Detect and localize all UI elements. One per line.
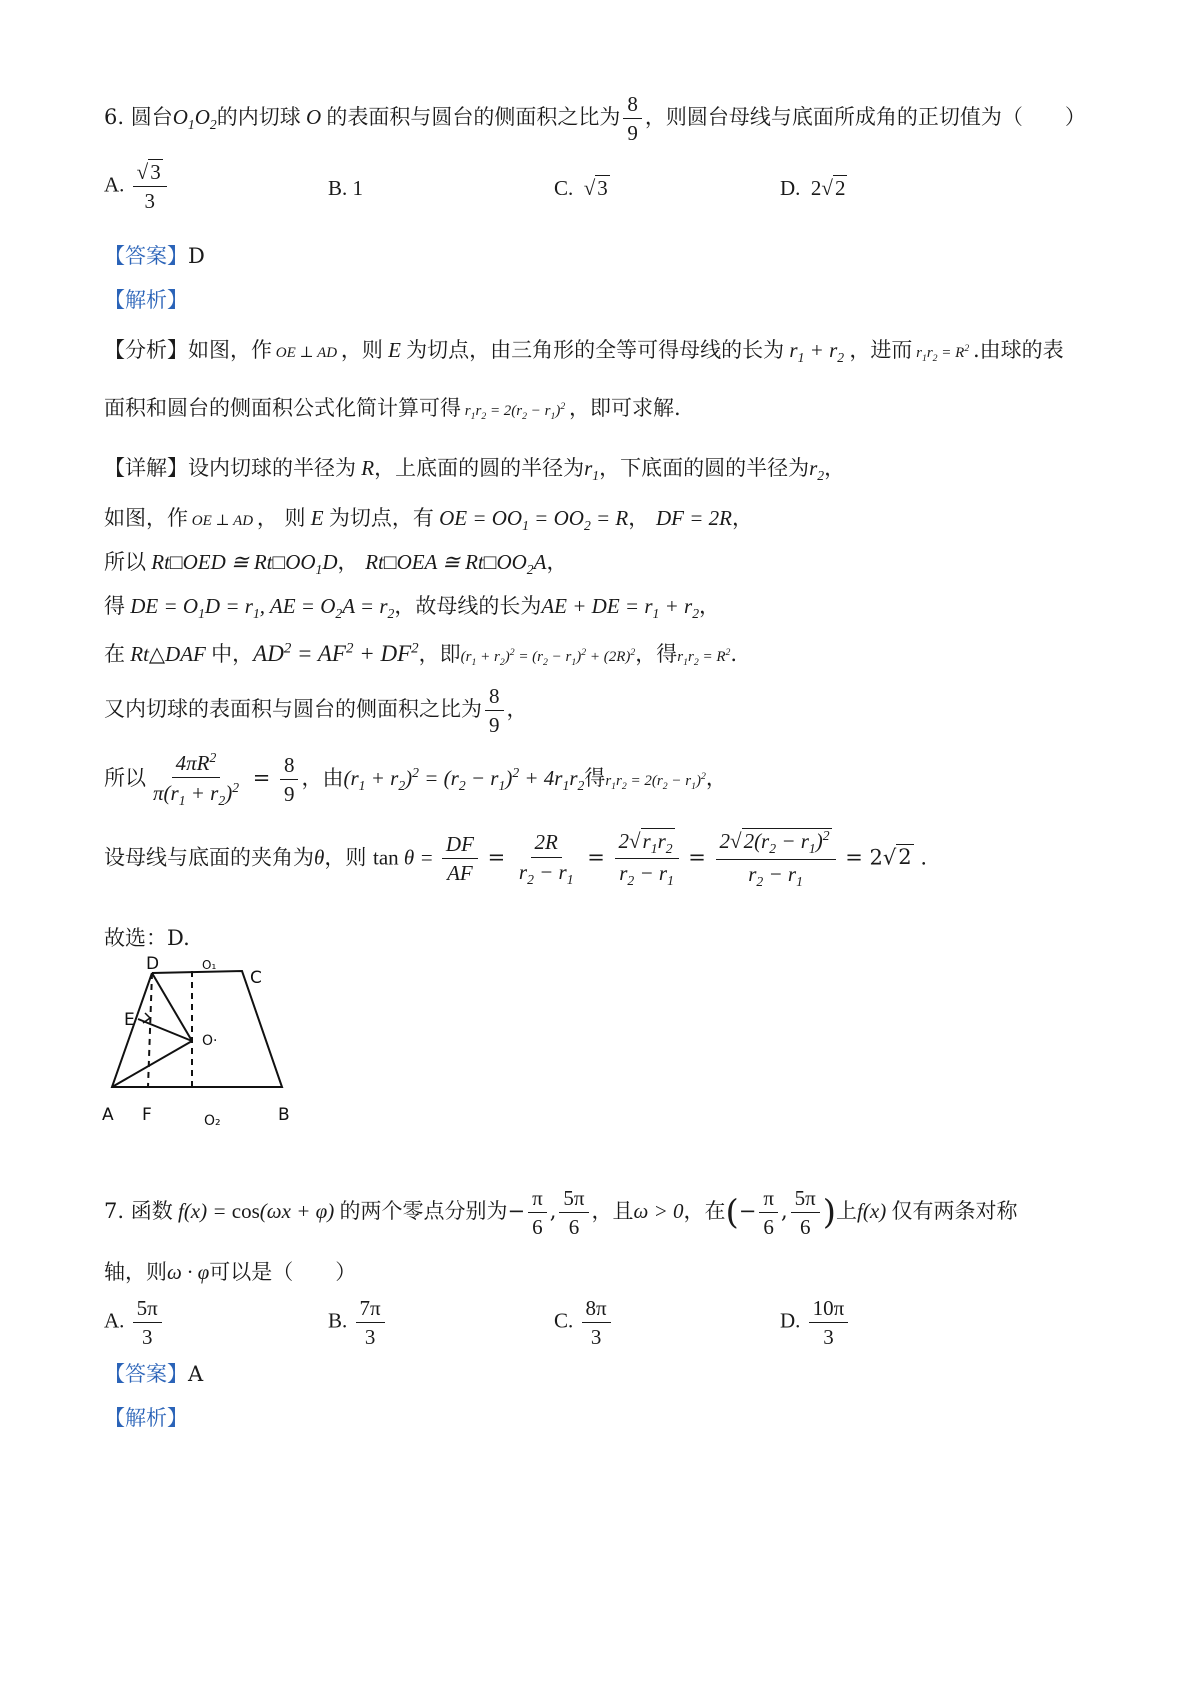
q7-option-a: A. $\frac{5\pi}{3}$ (104, 1296, 165, 1349)
label-F: F (142, 1105, 152, 1125)
q6-option-a: A. $\frac{√3}{3}$ (104, 160, 170, 213)
label-D: D (146, 955, 160, 974)
q6-detail-line7: 所以 $\frac{4\pi R^2}{\pi(r_1 + r_2)^2}$ = $\frac{8}{9}$ ，由$(r_1 + r_2)^2 = (r_2 - r_1)^2 + 4r_1r_2$得$r_1r_2 = 2(r_2 - r_1)^2$， (104, 750, 727, 809)
label-O1: O₁ (202, 958, 217, 972)
q7-analysis-tag: 【解析】 (104, 1406, 188, 1430)
q7-option-b: B. $\frac{7\pi}{3}$ (328, 1296, 388, 1349)
label-O: O· (202, 1033, 218, 1049)
q7-option-d: D. $\frac{10\pi}{3}$ (780, 1296, 851, 1349)
q6-analysis-tag: 【解析】 (104, 288, 188, 312)
label-A: A (102, 1105, 114, 1125)
q6-stem: 6. 圆台$O_1O_2$的内切球 O 的表面积与圆台的侧面积之比为 $\frac{8}{9}$ ，则圆台母线与底面所成角的正切值为（ ） (104, 92, 1086, 146)
line-AO (112, 1041, 192, 1087)
q6-option-b: B. 1 (328, 176, 364, 200)
q7-stem-line1: 7. 函数 f(x) = cos(ωx + φ) 的两个零点分别为− $\frac{\pi}{6}$ , $\frac{5\pi}{6}$ ，且ω > 0，在(− $\frac{\pi}{6}$ , $\frac{5\pi}{6}$ )上f(x) 仅有两条对称 (104, 1186, 1018, 1240)
label-E: E (124, 1010, 135, 1030)
label-C: C (250, 968, 262, 988)
label-O2: O₂ (204, 1113, 221, 1129)
q6-detail-line2: 如图，作 OE ⊥ AD ， 则 E 为切点，有 OE = $OO_1 = OO_2 = R$， DF = 2R， (104, 506, 753, 534)
frustum-figure (100, 955, 340, 1135)
q6-xiangjie-line1: 【详解】设内切球的半径为 R，上底面的圆的半径为$r_1$，下底面的圆的半径为$r_2$， (104, 456, 846, 484)
q7-option-c: C. $\frac{8\pi}{3}$ (554, 1296, 614, 1349)
q6-option-d: D. 2√2 (780, 176, 846, 200)
q6-detail-line4: 得 DE = $O_1D = r_1$, AE = $O_2A = r_2$，故母线的长为AE + DE = $r_1 + r_2$， (104, 594, 721, 622)
dash-DF (148, 973, 152, 1087)
trapezoid-outline (112, 971, 282, 1087)
q7-stem-line2: 轴，则ω · φ可以是（ ） (104, 1260, 357, 1284)
q6-answer: 【答案】D (104, 244, 205, 268)
q6-fenxi-line2: 面积和圆台的侧面积公式化简计算可得 $r_1r_2 = 2(r_2 - r_1)^2$ ，即可求解. (104, 396, 681, 422)
q6-fenxi-line1: 【分析】如图，作 OE ⊥ AD ，则 E 为切点，由三角形的全等可得母线的长为 $r_1 + r_2$ ，进而 $r_1r_2 = R^2$ .由球的表 (104, 338, 1064, 366)
fraction-8-9: $\frac{8}{9}$ (623, 92, 642, 145)
q6-option-c: C. √3 (554, 176, 608, 200)
line-EO (138, 1019, 192, 1041)
line-DO (152, 973, 192, 1041)
q6-detail-line3: 所以 Rt□OED ≅ $Rt□OO_1D$， Rt□OEA ≅ $Rt□OO_2A$， (104, 550, 568, 578)
q7-answer: 【答案】A (104, 1362, 204, 1386)
q6-detail-line5: 在 Rt△DAF 中，$AD^2 = AF^2 + DF^2$，即$(r_1 + r_2)^2 = (r_2 - r_1)^2 + (2R)^2$，得$r_1r_2 = R^2$. (104, 640, 738, 668)
q6-detail-line6: 又内切球的表面积与圆台的侧面积之比为 $\frac{8}{9}$ ， (104, 684, 528, 738)
q6-detail-line8: 设母线与底面的夹角为θ，则 tan θ = $\frac{DF}{AF}$ = $\frac{2R}{r_2 - r_1}$ = $\frac{2√r_1r_2}{r_2 - r_1}$ = $\frac{2√2(r_2 - r_1)^2}{r_2 - r_1}$ = 2√2 . (104, 828, 927, 890)
label-B: B (278, 1105, 290, 1125)
q6-choose: 故选：D. (104, 926, 190, 950)
